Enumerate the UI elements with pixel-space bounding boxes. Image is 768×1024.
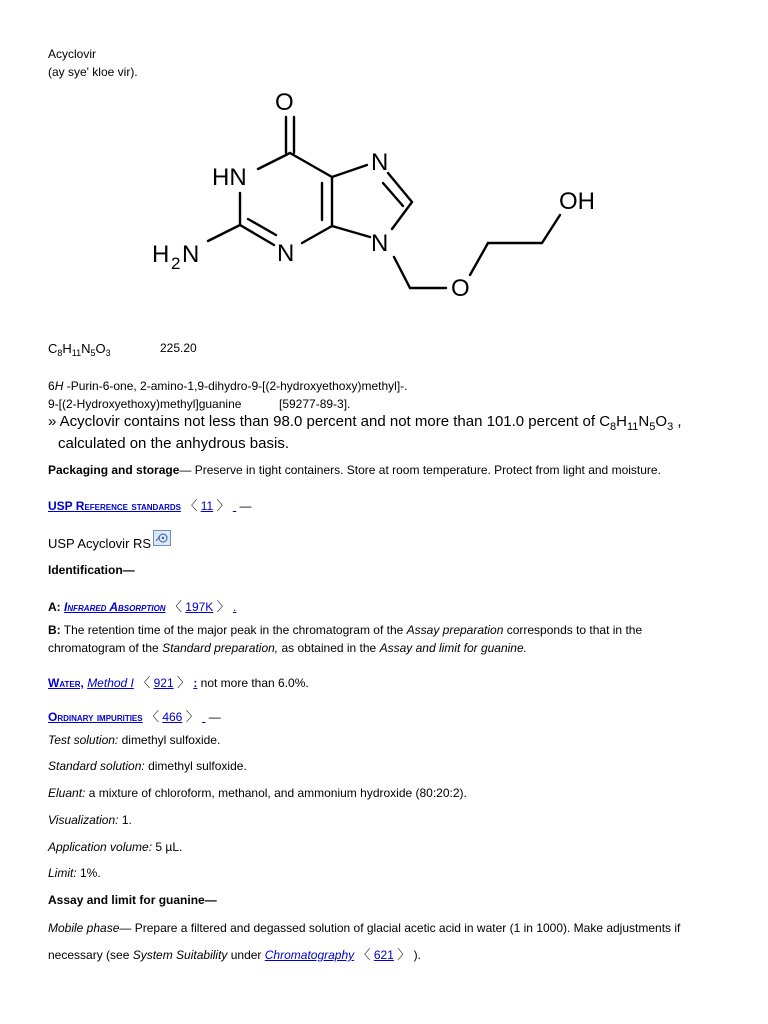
identification-a: A: Infrared Absorption 〈 197K 〉 . [48,600,237,615]
systematic-name: 9-[(2-Hydroxyethoxy)methyl]guanine [48,397,242,411]
identification-b-line2: chromatogram of the Standard preparation, as obtained in the Assay and limit for guanine. [48,641,527,655]
chemical-name: 6H -Purin-6-one, 2-amino-1,9-dihydro-9-[(2-hydroxyethoxy)methyl]-. [48,379,408,393]
atom-o-ether: O [451,275,470,302]
usp-reference-number-link[interactable]: 11 [200,499,214,513]
mobile-phase-line1: Mobile phase— Prepare a filtered and degassed solution of glacial acetic acid in water (1 in 1000). Make adjustments if [48,921,681,935]
ordinary-impurities: Ordinary impurities 〈 466 〉 — [48,710,221,725]
infrared-end-link[interactable]: . [233,600,237,614]
atom-n9: N [371,230,389,257]
impurity-item: Application volume: 5 µL. [48,840,183,854]
drug-title: Acyclovir [48,47,97,61]
definition-line1: » Acyclovir contains not less than 98.0 percent and not more than 101.0 percent of $C_8H_{11}N_5O_3$ , [48,413,682,433]
impurity-item: Limit: 1%. [48,866,101,880]
packaging-storage: Packaging and storage— Preserve in tight containers. Store at room temperature. Protect from light and moisture. [48,463,661,477]
impurity-item: Visualization: 1. [48,813,132,827]
definition-line2: calculated on the anhydrous basis. [58,435,289,452]
usp-acyclovir-rs: USP Acyclovir RS [48,536,152,551]
ordinary-impurities-number-link[interactable]: 466 [162,710,183,724]
method-i-link[interactable]: Method I [87,676,134,690]
usp-reference-standards: USP Reference standards 〈 11 〉 — [48,499,252,514]
water-link[interactable]: Water, [48,676,84,690]
water-number-link[interactable]: 921 [153,676,174,690]
molecular-weight: 225.20 [160,341,197,355]
structure-viewer-icon[interactable] [153,530,171,546]
impurity-item: Test solution: dimethyl sulfoxide. [48,733,221,747]
atom-n7: N [371,149,389,176]
identification-heading: Identification— [48,563,135,577]
molecular-formula: $C_8H_{11}N_5O_3$ [48,341,111,358]
ordinary-impurities-link[interactable]: Ordinary impurities [48,710,143,724]
pronunciation: (ay sye' kloe vir). [48,65,138,79]
atom-n3: N [277,240,295,267]
assay-heading: Assay and limit for guanine— [48,893,217,907]
infrared-absorption-link[interactable]: Infrared Absorption [64,600,166,614]
impurity-item: Eluant: a mixture of chloroform, methanol, and ammonium hydroxide (80:20:2). [48,786,467,800]
water-end-link[interactable]: : [193,676,198,690]
atom-h2n-subscript: 2 [171,254,181,273]
atom-o-carbonyl: O [275,89,294,116]
atom-oh: OH [559,188,595,215]
atom-h2n-n: N [182,241,200,268]
atom-hn: HN [212,164,247,191]
cas-number: [59277-89-3]. [279,397,351,411]
chemical-structure [140,85,620,310]
identification-b-line1: B: The retention time of the major peak in the chromatogram of the Assay preparation corresponds to that in the [48,623,643,637]
mobile-phase-line2: necessary (see System Suitability under Chromatography 〈 621 〉 ). [48,948,421,963]
chromatography-link[interactable]: Chromatography [264,948,355,962]
atom-h2n-h: H [152,241,170,268]
infrared-number-link[interactable]: 197K [185,600,214,614]
chromatography-number-link[interactable]: 621 [373,948,394,962]
impurity-item: Standard solution: dimethyl sulfoxide. [48,759,247,773]
water-test: Water, Method I 〈 921 〉 : not more than 6.0%. [48,676,309,691]
usp-reference-link[interactable]: USP Reference standards [48,499,181,513]
